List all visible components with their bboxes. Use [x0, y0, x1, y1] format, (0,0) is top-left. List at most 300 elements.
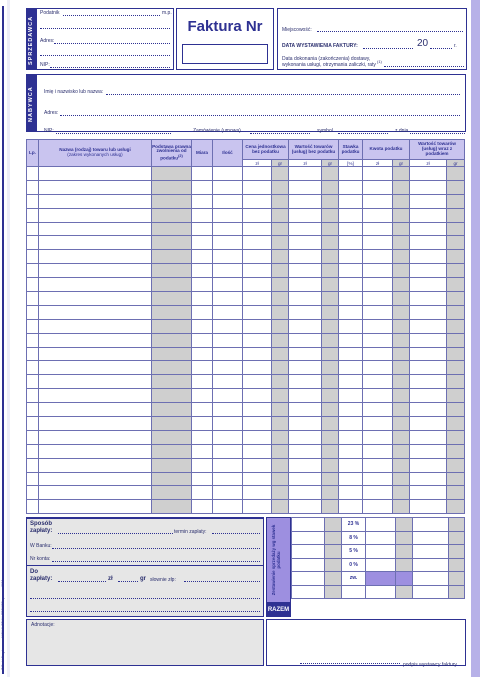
table-cell[interactable]: [322, 208, 339, 222]
summary-cell[interactable]: [396, 572, 413, 586]
table-cell[interactable]: [410, 500, 447, 514]
summary-cell[interactable]: [325, 531, 342, 545]
table-cell[interactable]: [152, 180, 192, 194]
table-cell[interactable]: [410, 264, 447, 278]
table-cell[interactable]: [322, 278, 339, 292]
table-cell[interactable]: [410, 486, 447, 500]
table-cell[interactable]: [363, 292, 393, 306]
table-cell[interactable]: [192, 222, 213, 236]
table-cell[interactable]: [363, 208, 393, 222]
table-cell[interactable]: [243, 458, 272, 472]
table-cell[interactable]: [339, 194, 363, 208]
table-cell[interactable]: [39, 222, 152, 236]
table-cell[interactable]: [393, 305, 410, 319]
table-cell[interactable]: [272, 361, 289, 375]
table-cell[interactable]: [447, 180, 465, 194]
table-cell[interactable]: [339, 319, 363, 333]
table-cell[interactable]: [289, 222, 322, 236]
table-cell[interactable]: [289, 167, 322, 181]
table-cell[interactable]: [39, 292, 152, 306]
table-cell[interactable]: [363, 458, 393, 472]
table-cell[interactable]: [410, 375, 447, 389]
table-cell[interactable]: [393, 486, 410, 500]
table-cell[interactable]: [152, 403, 192, 417]
payment-method-field[interactable]: [58, 533, 173, 534]
table-cell[interactable]: [339, 250, 363, 264]
table-cell[interactable]: [213, 236, 243, 250]
table-cell[interactable]: [410, 167, 447, 181]
payment-due-field[interactable]: [212, 533, 260, 534]
table-cell[interactable]: [27, 180, 39, 194]
table-cell[interactable]: [272, 472, 289, 486]
summary-cell[interactable]: [449, 518, 465, 532]
invoice-number-field[interactable]: [182, 44, 268, 64]
table-cell[interactable]: [339, 472, 363, 486]
to-pay-zl-field[interactable]: [58, 581, 106, 582]
summary-cell[interactable]: [325, 572, 342, 586]
summary-cell[interactable]: [366, 572, 396, 586]
table-cell[interactable]: [289, 486, 322, 500]
table-cell[interactable]: [447, 472, 465, 486]
table-cell[interactable]: [339, 264, 363, 278]
table-cell[interactable]: [39, 430, 152, 444]
table-cell[interactable]: [272, 333, 289, 347]
table-cell[interactable]: [322, 222, 339, 236]
table-cell[interactable]: [243, 389, 272, 403]
table-cell[interactable]: [363, 361, 393, 375]
table-cell[interactable]: [272, 167, 289, 181]
table-cell[interactable]: [447, 458, 465, 472]
table-cell[interactable]: [27, 444, 39, 458]
table-cell[interactable]: [213, 403, 243, 417]
table-cell[interactable]: [410, 458, 447, 472]
summary-cell[interactable]: [325, 518, 342, 532]
table-cell[interactable]: [339, 222, 363, 236]
table-cell[interactable]: [322, 292, 339, 306]
table-cell[interactable]: [447, 292, 465, 306]
table-cell[interactable]: [192, 180, 213, 194]
table-cell[interactable]: [339, 417, 363, 431]
table-cell[interactable]: [192, 500, 213, 514]
table-cell[interactable]: [39, 444, 152, 458]
table-cell[interactable]: [192, 472, 213, 486]
table-cell[interactable]: [243, 236, 272, 250]
summary-cell[interactable]: [292, 531, 325, 545]
table-cell[interactable]: [272, 208, 289, 222]
table-cell[interactable]: [339, 458, 363, 472]
table-cell[interactable]: [339, 305, 363, 319]
table-cell[interactable]: [289, 180, 322, 194]
summary-cell[interactable]: [413, 572, 449, 586]
table-cell[interactable]: [339, 403, 363, 417]
summary-cell[interactable]: [396, 558, 413, 572]
table-cell[interactable]: [152, 375, 192, 389]
table-cell[interactable]: [393, 180, 410, 194]
table-cell[interactable]: [339, 278, 363, 292]
table-cell[interactable]: [363, 417, 393, 431]
table-cell[interactable]: [27, 389, 39, 403]
table-cell[interactable]: [152, 430, 192, 444]
seller-address-field[interactable]: [54, 43, 170, 44]
summary-cell[interactable]: [366, 545, 396, 559]
seller-nip-field[interactable]: [50, 67, 170, 68]
table-cell[interactable]: [322, 375, 339, 389]
table-cell[interactable]: [192, 194, 213, 208]
table-cell[interactable]: [393, 458, 410, 472]
table-cell[interactable]: [192, 430, 213, 444]
table-cell[interactable]: [339, 208, 363, 222]
table-cell[interactable]: [27, 458, 39, 472]
table-cell[interactable]: [447, 208, 465, 222]
table-cell[interactable]: [322, 417, 339, 431]
table-cell[interactable]: [213, 208, 243, 222]
table-cell[interactable]: [289, 417, 322, 431]
table-cell[interactable]: [272, 292, 289, 306]
table-cell[interactable]: [322, 486, 339, 500]
table-cell[interactable]: [243, 486, 272, 500]
table-cell[interactable]: [213, 347, 243, 361]
table-cell[interactable]: [213, 333, 243, 347]
table-cell[interactable]: [27, 194, 39, 208]
table-cell[interactable]: [289, 250, 322, 264]
signature-line[interactable]: [300, 663, 400, 664]
table-cell[interactable]: [272, 180, 289, 194]
table-cell[interactable]: [152, 167, 192, 181]
issue-year-field[interactable]: [430, 48, 452, 49]
table-cell[interactable]: [213, 361, 243, 375]
table-cell[interactable]: [363, 319, 393, 333]
buyer-address-field[interactable]: [60, 115, 460, 116]
table-cell[interactable]: [39, 319, 152, 333]
summary-cell[interactable]: [325, 558, 342, 572]
table-cell[interactable]: [393, 361, 410, 375]
table-cell[interactable]: [192, 305, 213, 319]
table-cell[interactable]: [152, 472, 192, 486]
table-cell[interactable]: [39, 361, 152, 375]
buyer-nip-field[interactable]: [56, 133, 171, 134]
table-cell[interactable]: [192, 389, 213, 403]
table-cell[interactable]: [27, 222, 39, 236]
table-cell[interactable]: [27, 347, 39, 361]
table-cell[interactable]: [213, 167, 243, 181]
issue-date-field[interactable]: [363, 48, 413, 49]
table-cell[interactable]: [243, 250, 272, 264]
table-cell[interactable]: [393, 167, 410, 181]
seller-name-field[interactable]: [63, 15, 160, 16]
table-cell[interactable]: [39, 403, 152, 417]
table-cell[interactable]: [289, 403, 322, 417]
summary-cell[interactable]: [292, 572, 325, 586]
table-cell[interactable]: [289, 292, 322, 306]
table-cell[interactable]: [272, 403, 289, 417]
place-field[interactable]: [317, 31, 463, 32]
table-cell[interactable]: [152, 250, 192, 264]
seller-name-field-2[interactable]: [40, 28, 170, 29]
table-cell[interactable]: [322, 264, 339, 278]
table-cell[interactable]: [272, 264, 289, 278]
table-cell[interactable]: [447, 250, 465, 264]
summary-cell[interactable]: [292, 585, 325, 599]
table-cell[interactable]: [192, 208, 213, 222]
table-cell[interactable]: [39, 305, 152, 319]
table-cell[interactable]: [27, 361, 39, 375]
in-words-field[interactable]: [184, 581, 260, 582]
to-pay-gr-field[interactable]: [118, 581, 138, 582]
table-cell[interactable]: [192, 333, 213, 347]
table-cell[interactable]: [152, 486, 192, 500]
table-cell[interactable]: [447, 486, 465, 500]
table-cell[interactable]: [243, 333, 272, 347]
summary-cell[interactable]: [449, 545, 465, 559]
table-cell[interactable]: [363, 167, 393, 181]
table-cell[interactable]: [39, 347, 152, 361]
table-cell[interactable]: [289, 333, 322, 347]
table-cell[interactable]: [192, 361, 213, 375]
table-cell[interactable]: [339, 500, 363, 514]
table-cell[interactable]: [152, 236, 192, 250]
table-cell[interactable]: [410, 305, 447, 319]
table-cell[interactable]: [243, 264, 272, 278]
table-cell[interactable]: [272, 500, 289, 514]
summary-cell[interactable]: [366, 585, 396, 599]
table-cell[interactable]: [213, 417, 243, 431]
table-cell[interactable]: [447, 236, 465, 250]
summary-cell[interactable]: [449, 585, 465, 599]
summary-cell[interactable]: [292, 518, 325, 532]
table-cell[interactable]: [272, 444, 289, 458]
table-cell[interactable]: [243, 208, 272, 222]
table-cell[interactable]: [272, 375, 289, 389]
table-cell[interactable]: [393, 194, 410, 208]
table-cell[interactable]: [410, 180, 447, 194]
table-cell[interactable]: [192, 278, 213, 292]
table-cell[interactable]: [39, 194, 152, 208]
table-cell[interactable]: [363, 430, 393, 444]
table-cell[interactable]: [152, 222, 192, 236]
table-cell[interactable]: [447, 222, 465, 236]
table-cell[interactable]: [152, 389, 192, 403]
summary-cell[interactable]: [366, 518, 396, 532]
table-cell[interactable]: [243, 472, 272, 486]
table-cell[interactable]: [39, 500, 152, 514]
table-cell[interactable]: [289, 375, 322, 389]
table-cell[interactable]: [393, 444, 410, 458]
table-cell[interactable]: [39, 389, 152, 403]
table-cell[interactable]: [410, 194, 447, 208]
table-cell[interactable]: [410, 278, 447, 292]
table-cell[interactable]: [39, 417, 152, 431]
table-cell[interactable]: [322, 361, 339, 375]
table-cell[interactable]: [393, 250, 410, 264]
table-cell[interactable]: [289, 194, 322, 208]
table-cell[interactable]: [243, 194, 272, 208]
table-cell[interactable]: [289, 361, 322, 375]
table-cell[interactable]: [27, 278, 39, 292]
table-cell[interactable]: [272, 319, 289, 333]
table-cell[interactable]: [447, 319, 465, 333]
table-cell[interactable]: [322, 305, 339, 319]
table-cell[interactable]: [410, 292, 447, 306]
table-cell[interactable]: [27, 333, 39, 347]
table-cell[interactable]: [213, 472, 243, 486]
table-cell[interactable]: [243, 278, 272, 292]
table-cell[interactable]: [322, 430, 339, 444]
table-cell[interactable]: [27, 264, 39, 278]
table-cell[interactable]: [339, 444, 363, 458]
table-cell[interactable]: [410, 361, 447, 375]
table-cell[interactable]: [272, 250, 289, 264]
table-cell[interactable]: [410, 444, 447, 458]
summary-cell[interactable]: [449, 531, 465, 545]
table-cell[interactable]: [213, 264, 243, 278]
table-cell[interactable]: [39, 236, 152, 250]
table-cell[interactable]: [27, 208, 39, 222]
table-cell[interactable]: [393, 333, 410, 347]
order-symbol-field[interactable]: [338, 133, 388, 134]
table-cell[interactable]: [393, 264, 410, 278]
table-cell[interactable]: [322, 194, 339, 208]
table-cell[interactable]: [39, 278, 152, 292]
table-cell[interactable]: [393, 292, 410, 306]
table-cell[interactable]: [322, 458, 339, 472]
table-cell[interactable]: [363, 403, 393, 417]
table-cell[interactable]: [447, 389, 465, 403]
table-cell[interactable]: [363, 375, 393, 389]
table-cell[interactable]: [39, 333, 152, 347]
table-cell[interactable]: [363, 264, 393, 278]
table-cell[interactable]: [39, 180, 152, 194]
table-cell[interactable]: [363, 194, 393, 208]
buyer-name-field[interactable]: [106, 94, 460, 95]
table-cell[interactable]: [192, 264, 213, 278]
table-cell[interactable]: [363, 347, 393, 361]
table-cell[interactable]: [410, 333, 447, 347]
signature-box[interactable]: [266, 619, 466, 666]
table-cell[interactable]: [447, 264, 465, 278]
table-cell[interactable]: [410, 236, 447, 250]
table-cell[interactable]: [152, 361, 192, 375]
table-cell[interactable]: [322, 319, 339, 333]
table-cell[interactable]: [289, 458, 322, 472]
table-cell[interactable]: [243, 167, 272, 181]
table-cell[interactable]: [152, 194, 192, 208]
summary-cell[interactable]: [325, 585, 342, 599]
summary-cell[interactable]: [366, 531, 396, 545]
table-cell[interactable]: [243, 361, 272, 375]
table-cell[interactable]: [27, 250, 39, 264]
table-cell[interactable]: [152, 319, 192, 333]
summary-cell[interactable]: [342, 585, 366, 599]
table-cell[interactable]: [393, 278, 410, 292]
table-cell[interactable]: [447, 333, 465, 347]
table-cell[interactable]: [447, 403, 465, 417]
table-cell[interactable]: [363, 444, 393, 458]
table-cell[interactable]: [289, 444, 322, 458]
order-date-field[interactable]: [410, 133, 465, 134]
table-cell[interactable]: [410, 319, 447, 333]
table-cell[interactable]: [289, 319, 322, 333]
table-cell[interactable]: [213, 375, 243, 389]
table-cell[interactable]: [393, 236, 410, 250]
table-cell[interactable]: [272, 194, 289, 208]
table-cell[interactable]: [272, 347, 289, 361]
table-cell[interactable]: [447, 167, 465, 181]
table-cell[interactable]: [243, 180, 272, 194]
table-cell[interactable]: [243, 444, 272, 458]
table-cell[interactable]: [27, 167, 39, 181]
table-cell[interactable]: [152, 278, 192, 292]
table-cell[interactable]: [289, 430, 322, 444]
bank-field[interactable]: [52, 548, 260, 549]
summary-cell[interactable]: [396, 518, 413, 532]
table-cell[interactable]: [447, 361, 465, 375]
table-cell[interactable]: [27, 292, 39, 306]
table-cell[interactable]: [272, 430, 289, 444]
table-cell[interactable]: [27, 319, 39, 333]
table-cell[interactable]: [243, 292, 272, 306]
table-cell[interactable]: [243, 500, 272, 514]
account-field[interactable]: [52, 561, 260, 562]
table-cell[interactable]: [192, 403, 213, 417]
table-cell[interactable]: [192, 167, 213, 181]
notes-box[interactable]: [26, 619, 264, 666]
table-cell[interactable]: [393, 319, 410, 333]
table-cell[interactable]: [192, 236, 213, 250]
table-cell[interactable]: [322, 250, 339, 264]
table-cell[interactable]: [152, 458, 192, 472]
table-cell[interactable]: [27, 430, 39, 444]
table-cell[interactable]: [272, 458, 289, 472]
table-cell[interactable]: [447, 417, 465, 431]
summary-cell[interactable]: [396, 531, 413, 545]
summary-cell[interactable]: [449, 558, 465, 572]
table-cell[interactable]: [152, 305, 192, 319]
table-cell[interactable]: [272, 278, 289, 292]
table-cell[interactable]: [152, 500, 192, 514]
table-cell[interactable]: [447, 278, 465, 292]
table-cell[interactable]: [393, 208, 410, 222]
table-cell[interactable]: [410, 472, 447, 486]
table-cell[interactable]: [339, 347, 363, 361]
summary-cell[interactable]: [413, 518, 449, 532]
table-cell[interactable]: [39, 472, 152, 486]
table-cell[interactable]: [27, 403, 39, 417]
table-cell[interactable]: [272, 236, 289, 250]
table-cell[interactable]: [322, 180, 339, 194]
table-cell[interactable]: [243, 430, 272, 444]
table-cell[interactable]: [243, 222, 272, 236]
table-cell[interactable]: [213, 389, 243, 403]
table-cell[interactable]: [39, 375, 152, 389]
table-cell[interactable]: [410, 222, 447, 236]
table-cell[interactable]: [322, 347, 339, 361]
table-cell[interactable]: [322, 403, 339, 417]
table-cell[interactable]: [393, 403, 410, 417]
table-cell[interactable]: [213, 444, 243, 458]
table-cell[interactable]: [393, 430, 410, 444]
table-cell[interactable]: [192, 347, 213, 361]
summary-cell[interactable]: [413, 558, 449, 572]
table-cell[interactable]: [243, 375, 272, 389]
table-cell[interactable]: [213, 500, 243, 514]
table-cell[interactable]: [152, 417, 192, 431]
table-cell[interactable]: [289, 264, 322, 278]
table-cell[interactable]: [447, 305, 465, 319]
table-cell[interactable]: [272, 305, 289, 319]
summary-cell[interactable]: [413, 531, 449, 545]
table-cell[interactable]: [447, 430, 465, 444]
table-cell[interactable]: [322, 444, 339, 458]
